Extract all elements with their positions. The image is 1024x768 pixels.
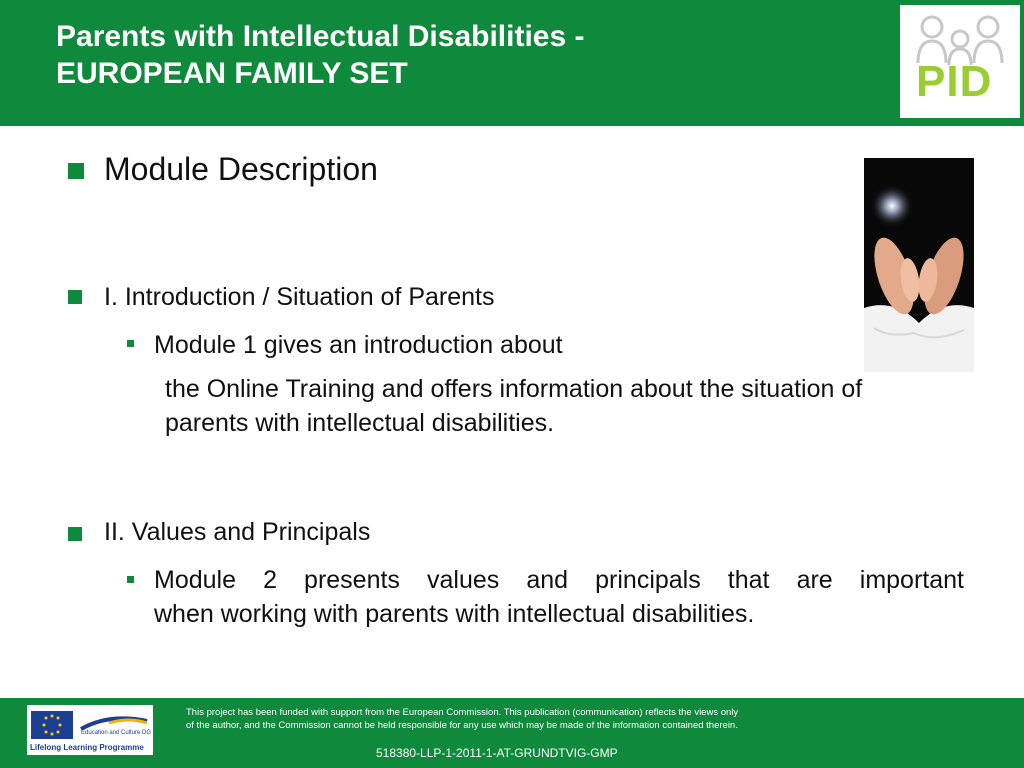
bullet-square-icon (68, 527, 82, 541)
header-bar (0, 0, 1024, 126)
disclaimer-line-1: This project has been funded with support from the European Commission. This publication (communication) reflects the views only (186, 707, 739, 718)
bullet-small-icon (127, 340, 134, 347)
bullet-square-icon (68, 163, 84, 179)
bullet-square-icon (68, 290, 82, 304)
lifelong-learning-label: Lifelong Learning Programme (30, 743, 144, 752)
disclaimer-line-2: of the author, and the Commission cannot be held responsible for any use which may be made of the information contained therein. (186, 720, 738, 731)
section-1-title: I. Introduction / Situation of Parents (104, 283, 495, 311)
logo-text: PID (916, 57, 993, 106)
section-2-sub-item-2: when working with parents with intellectual disabilities. (154, 600, 755, 628)
title-line-2: EUROPEAN FAMILY SET (56, 57, 408, 90)
slide-title (56, 18, 836, 92)
eu-flag-icon (31, 711, 73, 739)
section-1-continuation-2: parents with intellectual disabilities. (165, 409, 555, 437)
section-2-title: II. Values and Principals (104, 518, 371, 546)
footer-bar (0, 698, 1024, 768)
section-2-sub-item-1: Module 2 presents values and principals that are important (154, 566, 964, 594)
eu-lifelong-learning-logo (27, 705, 153, 755)
bullet-small-icon (127, 576, 134, 583)
section-1-sub-item: Module 1 gives an introduction about (154, 331, 563, 359)
project-code: 518380-LLP-1-2011-1-AT-GRUNDTVIG-GMP (376, 746, 618, 760)
pid-logo (900, 5, 1020, 118)
funding-disclaimer (186, 706, 886, 732)
family-figures-icon (900, 5, 1020, 65)
baby-feet-photo (864, 158, 974, 372)
eu-caption: Education and Culture DG (81, 730, 152, 736)
baby-feet-image (864, 158, 974, 372)
module-description-heading: Module Description (104, 151, 378, 187)
title-line-1: Parents with Intellectual Disabilities - (56, 20, 585, 53)
section-1-continuation-1: the Online Training and offers information about the situation of (165, 375, 863, 403)
